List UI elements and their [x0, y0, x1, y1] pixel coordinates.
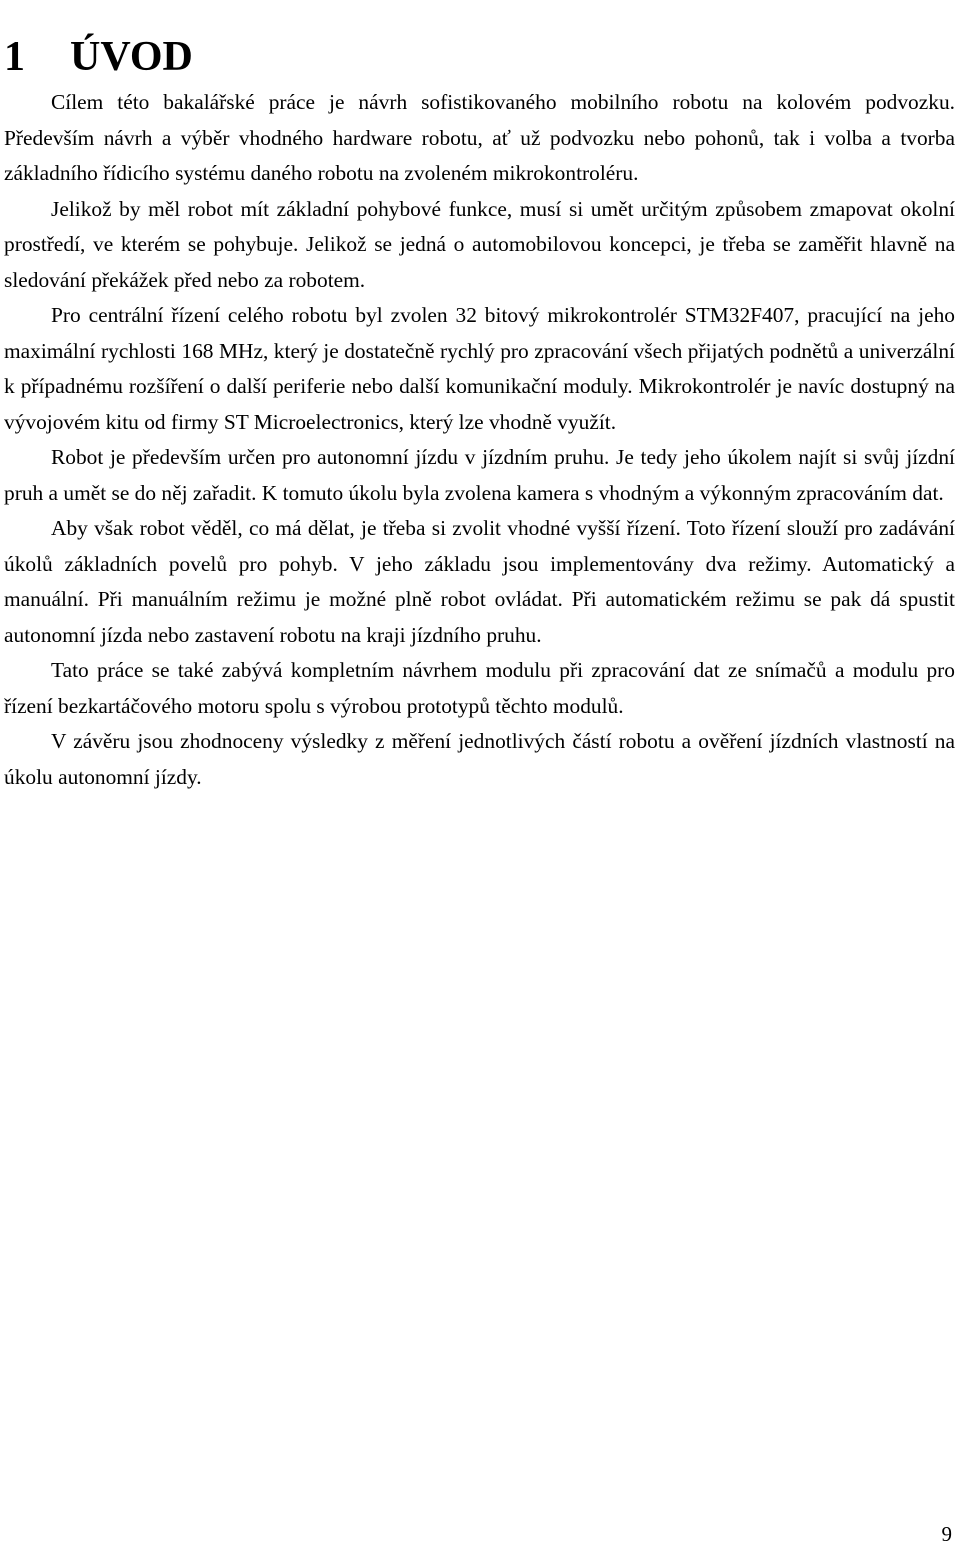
chapter-number: 1	[4, 34, 25, 81]
paragraph-mapping: Jelikož by měl robot mít základní pohybové funkce, musí si umět určitým způsobem zmapovat okolní prostředí, ve kterém se pohybuje. Jelikož se jedná o automobilovou koncepci, je třeba se zaměřit hlavně na sledování překážek před nebo za robotem.	[4, 196, 955, 292]
chapter-heading	[4, 32, 193, 82]
paragraph-microcontroller: Pro centrální řízení celého robotu byl zvolen 32 bitový mikrokontrolér STM32F407, pracující na jeho maximální rychlosti 168 MHz, který je dostatečně rychlý pro zpracování všech přijatých podnětů a univerzální k případnému rozšíření o další periferie nebo další komunikační moduly. Mikrokontrolér je navíc dostupný na vývojovém kitu od firmy ST Microelectronics, který lze vhodně využít.	[4, 303, 955, 434]
page-number: 9	[941, 1522, 952, 1546]
body-text	[4, 85, 955, 795]
paragraph-conclusion: V závěru jsou zhodnoceny výsledky z měření jednotlivých částí robotu a ověření jízdních vlastností na úkolu autonomní jízdy.	[4, 729, 955, 789]
paragraph-modules: Tato práce se také zabývá kompletním návrhem modulu při zpracování dat ze snímačů a modulu pro řízení bezkartáčového motoru spolu s výrobou prototypů těchto modulů.	[4, 658, 955, 718]
paragraph-control-modes: Aby však robot věděl, co má dělat, je třeba si zvolit vhodné vyšší řízení. Toto řízení slouží pro zadávání úkolů základních povelů pro pohyb. V jeho základu jsou implementovány dva režimy. Automatický a manuální. Při manuálním režimu je možné plně robot ovládat. Při automatickém režimu se pak dá spustit autonomní jízda nebo zastavení robotu na kraji jízdního pruhu.	[4, 516, 955, 647]
paragraph-goal: Cílem této bakalářské práce je návrh sofistikovaného mobilního robotu na kolovém podvozku. Především návrh a výběr vhodného hardware robotu, ať už podvozku nebo pohonů, tak i volba a tvorba základního řídicího systému daného robotu na zvoleném mikrokontroléru.	[4, 90, 955, 185]
chapter-title: ÚVOD	[70, 34, 193, 81]
paragraph-autonomous-driving: Robot je především určen pro autonomní jízdu v jízdním pruhu. Je tedy jeho úkolem najít si svůj jízdní pruh a umět se do něj zařadit. K tomuto úkolu byla zvolena kamera s vhodným a výkonným zpracováním dat.	[4, 445, 955, 505]
